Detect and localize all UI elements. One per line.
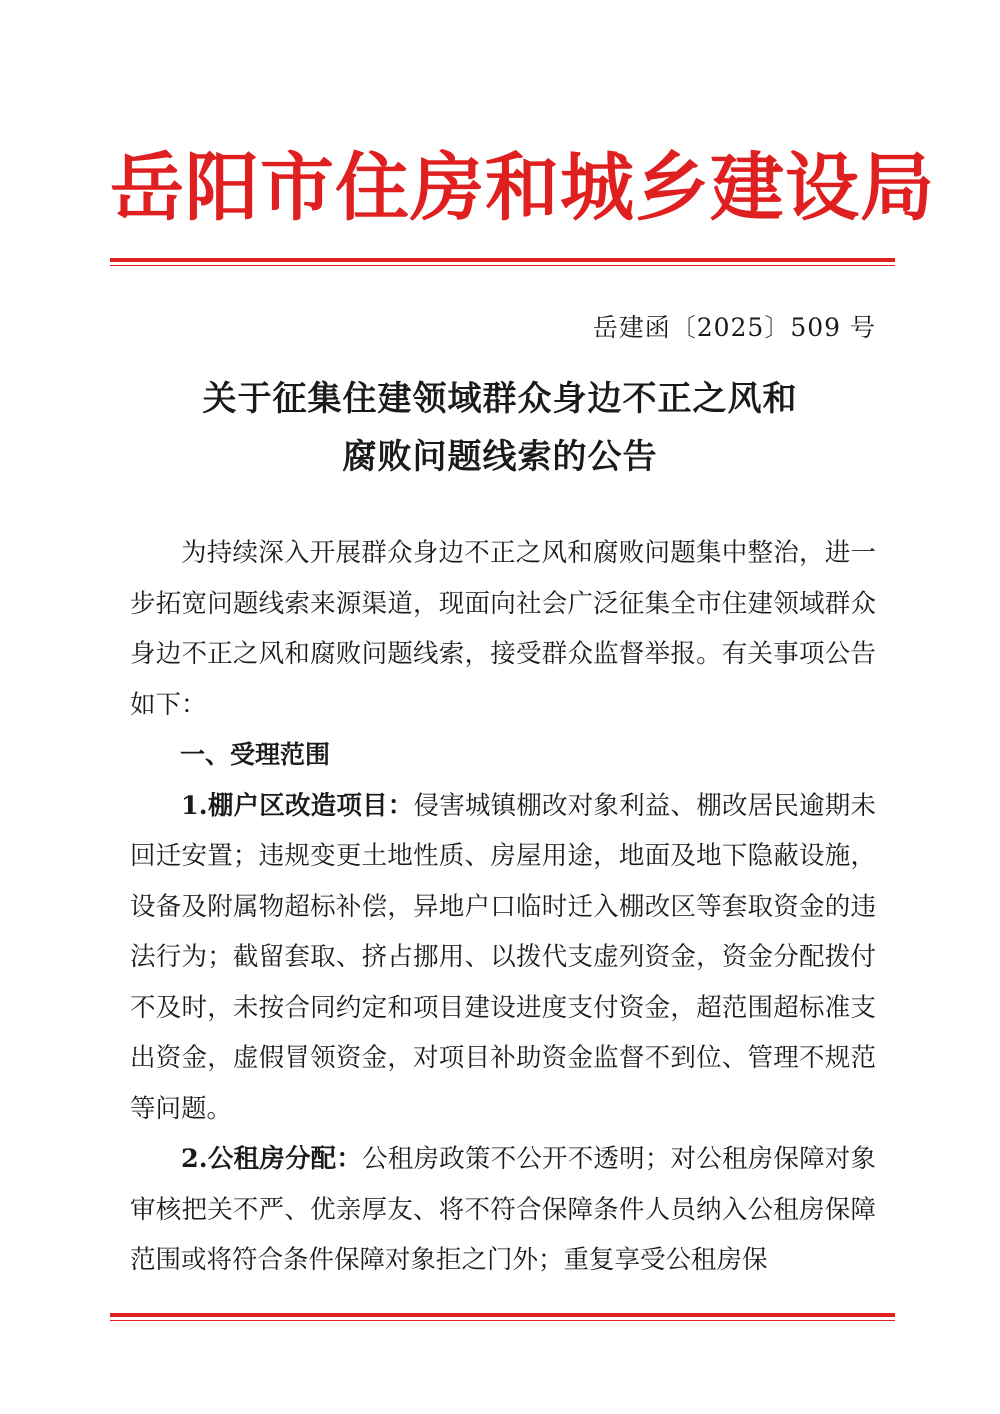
notice-body — [130, 528, 876, 1286]
section-heading-scope: 一、受理范围 — [180, 740, 331, 769]
item-paragraph-shantytown — [130, 781, 876, 1135]
header-divider — [110, 258, 895, 266]
notice-title — [100, 370, 900, 486]
agency-name-header: 岳阳市住房和城乡建设局 — [110, 145, 935, 231]
notice-title-line1: 关于征集住建领域群众身边不正之风和 — [202, 379, 798, 419]
item-label: 1.棚户区改造项目： — [181, 790, 414, 821]
footer-divider — [110, 1313, 895, 1321]
item-text: 公租房政策不公开不透明；对公租房保障对象审核把关不严、优亲厚友、将不符合保障条件人员纳入公租房保障范围或将符合条件保障对象拒之门外；重复享受公租房保 — [130, 1144, 876, 1275]
intro-paragraph: 为持续深入开展群众身边不正之风和腐败问题集中整治，进一步拓宽问题线索来源渠道，现面向社会广泛征集全市住建领域群众身边不正之风和腐败问题线索，接受群众监督举报。有关事项公告如下： — [130, 538, 876, 720]
document-number: 岳建函〔2025〕509 号 — [592, 313, 876, 342]
item-text: 侵害城镇棚改对象利益、棚改居民逾期未回迁安置；违规变更土地性质、房屋用途，地面及地下隐蔽设施，设备及附属物超标补偿，异地户口临时迁入棚改区等套取资金的违法行为；截留套取、挤占挪用、以拨代支虚列资金，资金分配拨付不及时，未按合同约定和项目建设进度支付资金，超范围超标准支出资金，虚假冒领资金，对项目补助资金监督不到位、管理不规范等问题。 — [130, 790, 876, 1124]
notice-title-line2: 腐败问题线索的公告 — [342, 437, 658, 477]
item-paragraph-public-rental — [130, 1134, 876, 1286]
item-label: 2.公租房分配： — [181, 1144, 363, 1174]
